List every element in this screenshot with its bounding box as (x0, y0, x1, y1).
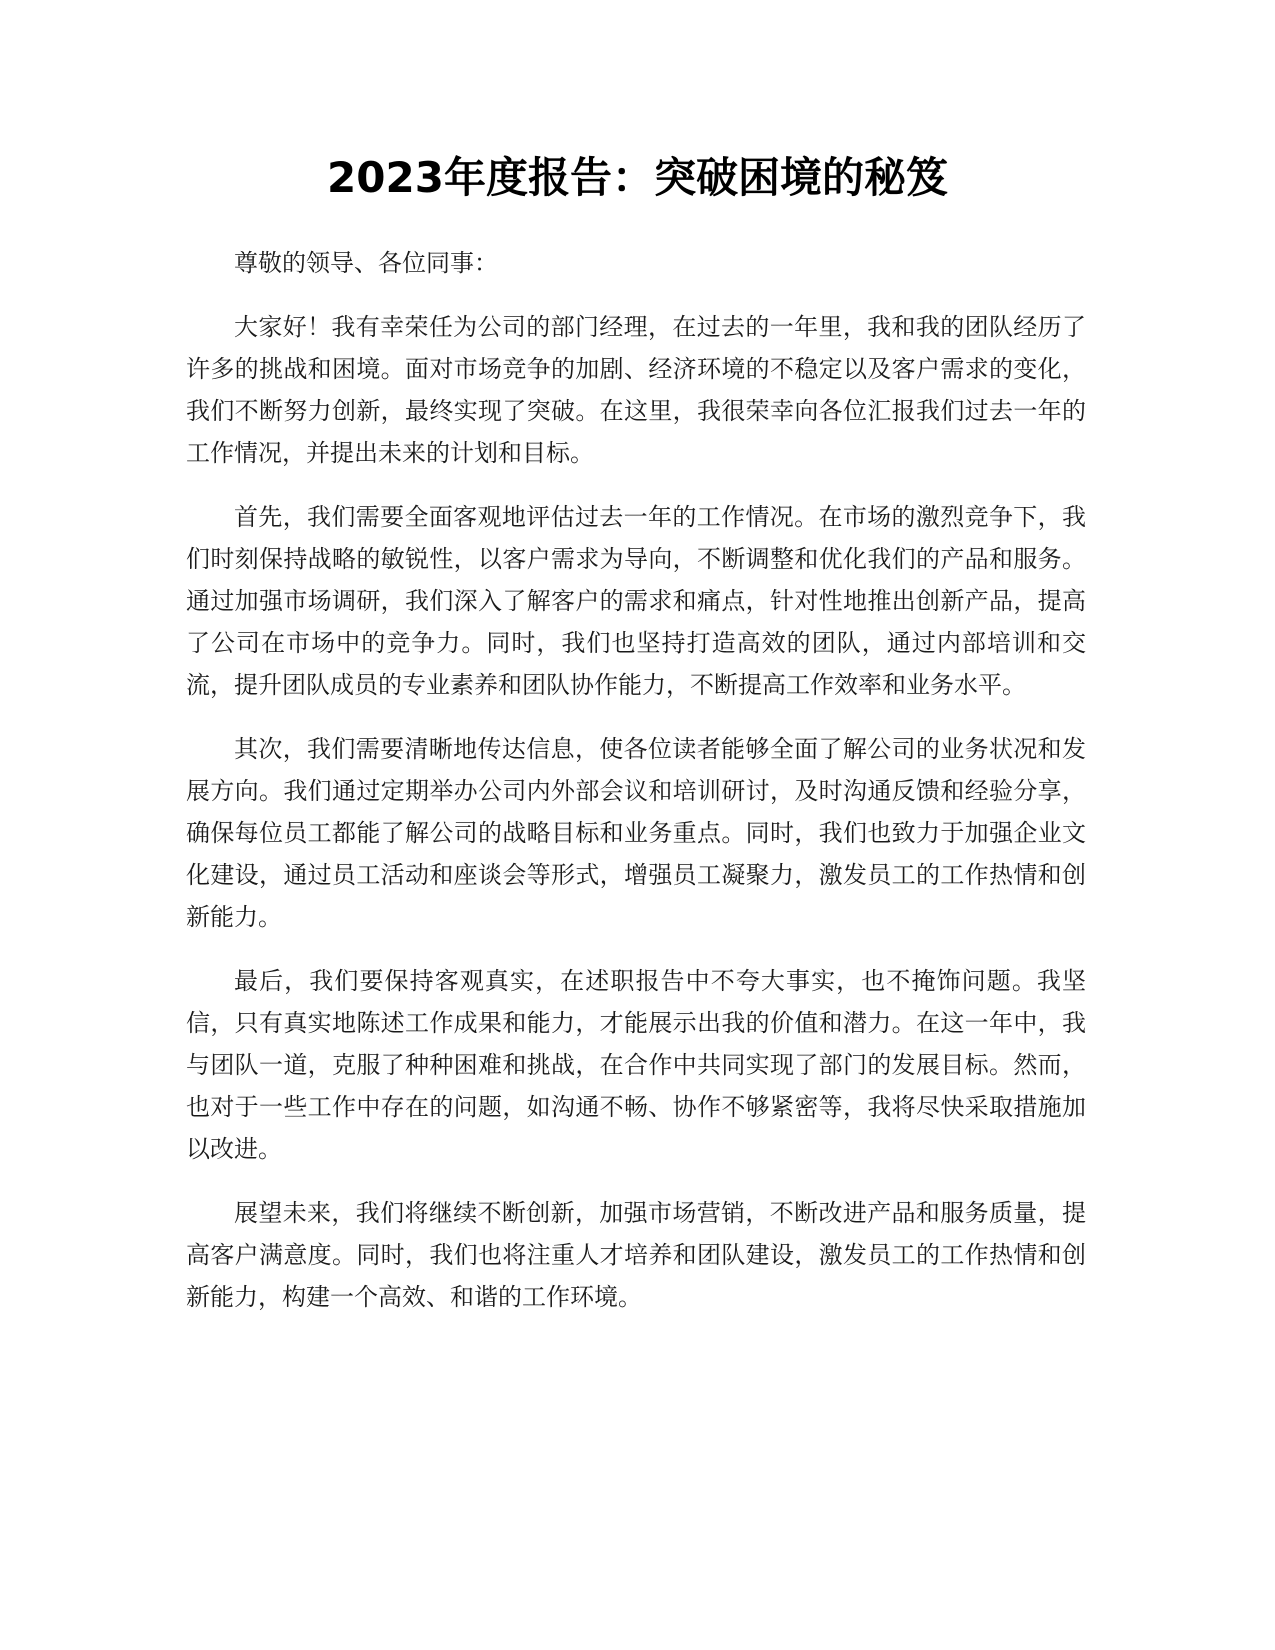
paragraph-outlook: 展望未来，我们将继续不断创新，加强市场营销，不断改进产品和服务质量，提高客户满意度。同时，我们也将注重人才培养和团队建设，激发员工的工作热情和创新能力，构建一个高效、和谐的工作环境。 (186, 1199, 1086, 1311)
document-body (186, 242, 1086, 1340)
paragraph-first: 首先，我们需要全面客观地评估过去一年的工作情况。在市场的激烈竞争下，我们时刻保持战略的敏锐性，以客户需求为导向，不断调整和优化我们的产品和服务。通过加强市场调研，我们深入了解客户的需求和痛点，针对性地推出创新产品，提高了公司在市场中的竞争力。同时，我们也坚持打造高效的团队，通过内部培训和交流，提升团队成员的专业素养和团队协作能力，不断提高工作效率和业务水平。 (186, 503, 1086, 699)
salutation: 尊敬的领导、各位同事： (234, 249, 498, 277)
paragraph-last: 最后，我们要保持客观真实，在述职报告中不夸大事实，也不掩饰问题。我坚信，只有真实地陈述工作成果和能力，才能展示出我的价值和潜力。在这一年中，我与团队一道，克服了种种困难和挑战，在合作中共同实现了部门的发展目标。然而，也对于一些工作中存在的问题，如沟通不畅、协作不够紧密等，我将尽快采取措施加以改进。 (186, 967, 1086, 1163)
document-title: 2023年度报告：突破困境的秘笈 (327, 153, 948, 202)
paragraph-intro: 大家好！我有幸荣任为公司的部门经理，在过去的一年里，我和我的团队经历了许多的挑战和困境。面对市场竞争的加剧、经济环境的不稳定以及客户需求的变化，我们不断努力创新，最终实现了突破。在这里，我很荣幸向各位汇报我们过去一年的工作情况，并提出未来的计划和目标。 (186, 313, 1086, 467)
paragraph-second: 其次，我们需要清晰地传达信息，使各位读者能够全面了解公司的业务状况和发展方向。我们通过定期举办公司内外部会议和培训研讨，及时沟通反馈和经验分享，确保每位员工都能了解公司的战略目标和业务重点。同时，我们也致力于加强企业文化建设，通过员工活动和座谈会等形式，增强员工凝聚力，激发员工的工作热情和创新能力。 (186, 735, 1086, 931)
